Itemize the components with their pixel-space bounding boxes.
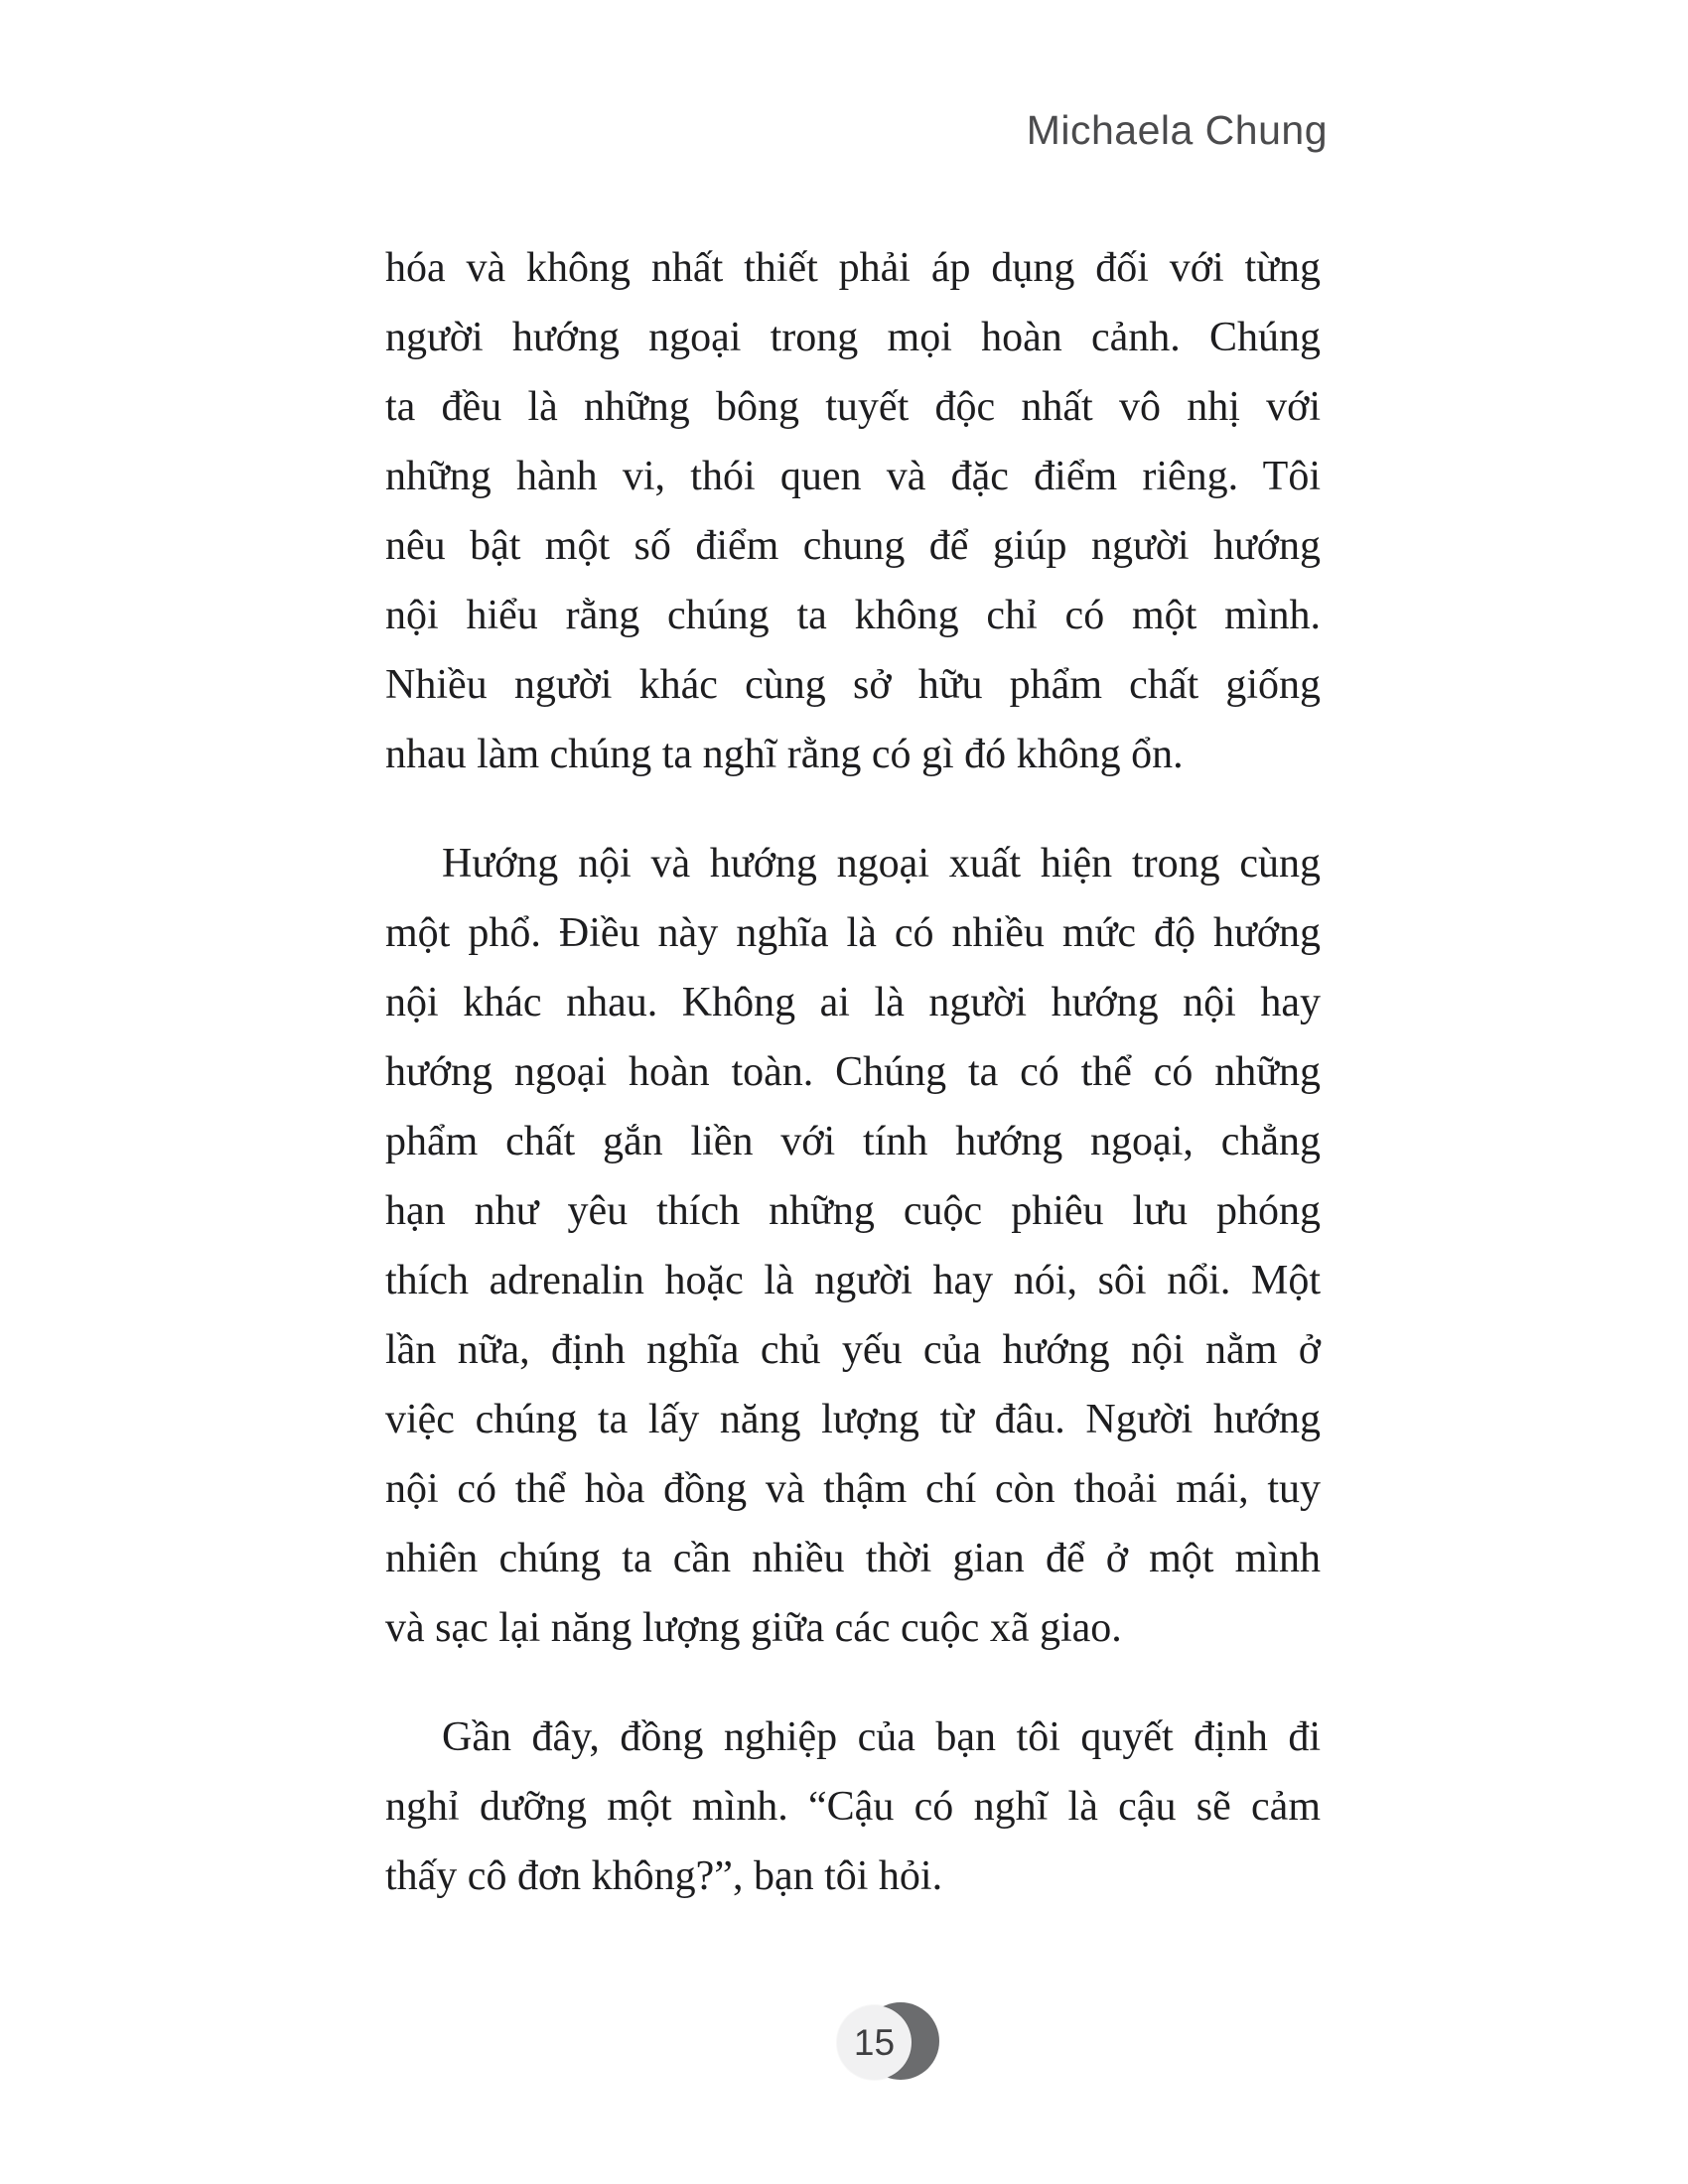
text-line: một phổ. Điều này nghĩa là có nhiều mức độ hướng	[385, 910, 1321, 956]
text-line: phẩm chất gắn liền với tính hướng ngoại, chẳng	[385, 1119, 1321, 1164]
text-line: nghỉ dưỡng một mình. “Cậu có nghĩ là cậu sẽ cảm	[385, 1784, 1321, 1830]
text-line: nhau làm chúng ta nghĩ rằng có gì đó không ổn.	[385, 732, 1184, 777]
body-text	[385, 233, 1321, 1911]
text-line: nội hiểu rằng chúng ta không chỉ có một mình.	[385, 593, 1321, 638]
text-line: thấy cô đơn không?”, bạn tôi hỏi.	[385, 1853, 943, 1899]
paragraph	[385, 233, 1321, 789]
text-line: hóa và không nhất thiết phải áp dụng đối với từng	[385, 245, 1321, 291]
text-line: Hướng nội và hướng ngoại xuất hiện trong cùng	[442, 841, 1321, 887]
text-line: và sạc lại năng lượng giữa các cuộc xã giao.	[385, 1605, 1122, 1651]
text-line: thích adrenalin hoặc là người hay nói, sôi nổi. Một	[385, 1258, 1321, 1303]
text-line: việc chúng ta lấy năng lượng từ đâu. Người hướng	[385, 1397, 1321, 1442]
text-line: Nhiều người khác cùng sở hữu phẩm chất giống	[385, 662, 1321, 708]
text-line: người hướng ngoại trong mọi hoàn cảnh. Chúng	[385, 315, 1321, 360]
page-number: 15	[853, 2021, 896, 2063]
text-line: hạn như yêu thích những cuộc phiêu lưu phóng	[385, 1188, 1321, 1234]
text-line: hướng ngoại hoàn toàn. Chúng ta có thể có những	[385, 1049, 1321, 1095]
text-line: Gần đây, đồng nghiệp của bạn tôi quyết định đi	[442, 1714, 1321, 1760]
text-line: nhiên chúng ta cần nhiều thời gian để ở một mình	[385, 1536, 1321, 1581]
text-line: nội khác nhau. Không ai là người hướng nội hay	[385, 980, 1321, 1025]
text-line: những hành vi, thói quen và đặc điểm riêng. Tôi	[385, 454, 1321, 499]
page-number-badge	[837, 2001, 940, 2081]
text-line: lần nữa, định nghĩa chủ yếu của hướng nội nằm ở	[385, 1327, 1321, 1373]
running-header: Michaela Chung	[1026, 107, 1328, 153]
text-line: nội có thể hòa đồng và thậm chí còn thoải mái, tuy	[385, 1466, 1321, 1512]
paragraph	[385, 1703, 1321, 1911]
text-line: ta đều là những bông tuyết độc nhất vô nhị với	[385, 384, 1321, 430]
page-number-circle	[837, 2005, 912, 2080]
paragraph	[385, 829, 1321, 1663]
text-line: nêu bật một số điểm chung để giúp người hướng	[385, 523, 1321, 569]
